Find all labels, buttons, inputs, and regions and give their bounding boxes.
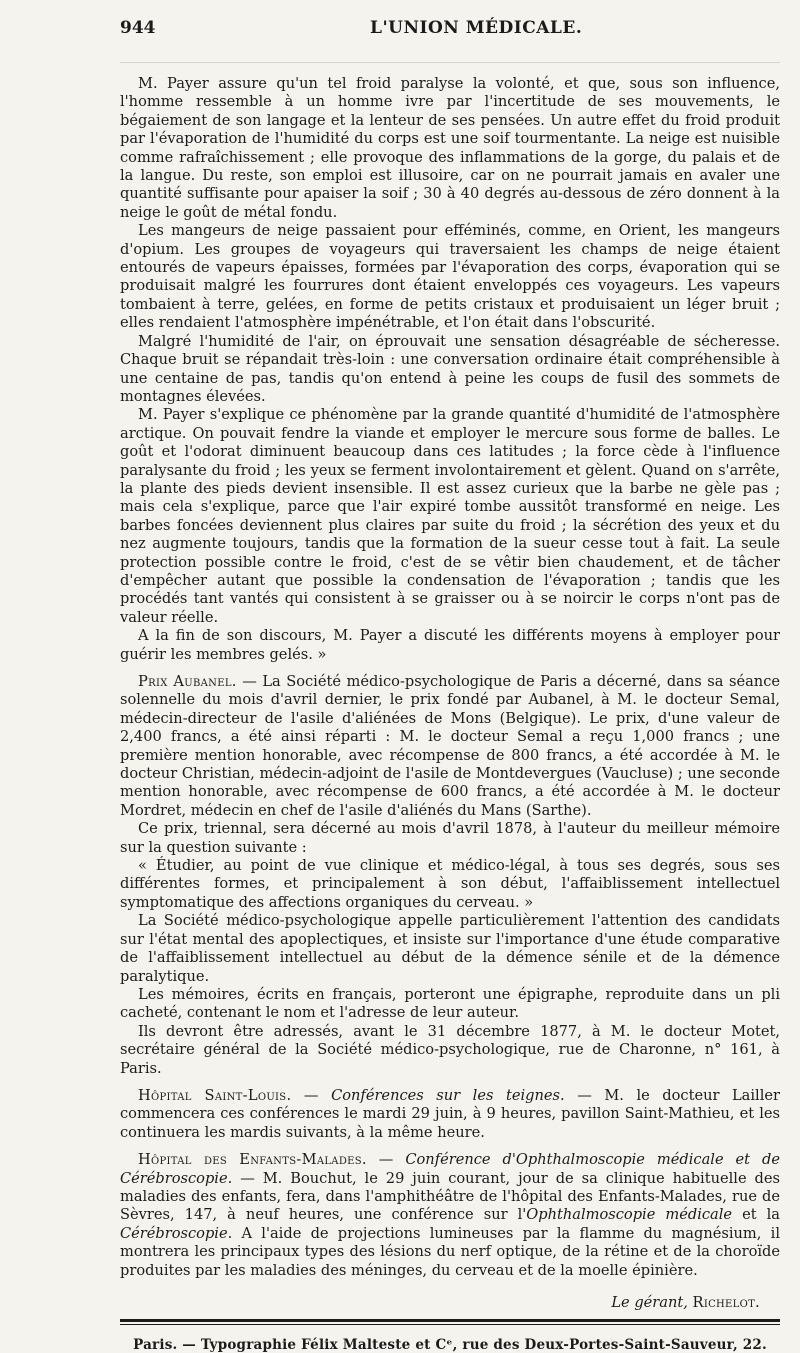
paragraph-text: — La Société médico-psychologique de Paris a décerné, dans sa séance solennelle du mois d'avril dernier, le prix fondé par Aubanel, à M. le docteur Semal, médecin-directeur de l'asile d'aliénées de Mons (Belgique). Le prix, d'une valeur de 2,400 francs, a été ainsi réparti : M. le docteur Semal a reçu 1,000 francs ; une première mention honorable, avec récompense de 800 francs, a été accordée à M. le docteur Christian, médecin-adjoint de l'asile de Montdevergues (Vaucluse) ; une seconde mention honorable, avec récompense de 600 francs, a été accordée à M. le docteur Mordret, médecin en chef de l'asile d'aliénés du Mans (Sarthe). [120, 673, 781, 819]
section-heading: Hôpital des Enfants-Malades. [138, 1151, 367, 1169]
imprint-line: Paris. — Typographie Félix Malteste et Cᵉ, rue des Deux-Portes-Saint-Sauveur, 22. [133, 1337, 767, 1353]
paragraph: Malgré l'humidité de l'air, on éprouvait une sensation désagréable de sécheresse. Chaque bruit se répandait très-loin : une conversation ordinaire était compréhensible à une centaine de pas, tandis qu'on entend à peine les coups de fusil des sommets de montagnes élevées. [120, 332, 780, 405]
emphasis: Cérébroscopie [120, 1224, 228, 1242]
paragraph-text: — M. Bouchut, le 29 juin courant, jour de sa clinique habituelle des maladies des enfants, fera, dans l'amphithéâtre de l'hôpital des Enfants-Malades, rue de Sèvres, 147, à neuf heures, une conférence sur l' [120, 1169, 780, 1224]
running-title: L'UNION MÉDICALE. [370, 18, 583, 38]
signature-name: Richelot. [692, 1294, 760, 1311]
section-hopital-enfants-malades: Hôpital des Enfants-Malades. — Conférence d'Ophthalmoscopie médicale et de Cérébroscopie. — M. Bouchut, le 29 juin courant, jour de sa clinique habituelle des maladies des enfants, fera, dans l'amphithéâtre de l'hôpital des Enfants-Malades, rue de Sèvres, 147, à neuf heures, une conférence sur l'Ophthalmoscopie médicale et la Cérébroscopie. A l'aide de projections lumineuses par la flamme du magnésium, il montrera les principaux types des lésions du nerf optique, de la rétine et de la choroïde produites par les maladies des méninges, du cerveau et de la moelle épinière. [120, 1151, 780, 1279]
paragraph: M. Payer assure qu'un tel froid paralyse la volonté, et que, sous son influence, l'homme ressemble à un homme ivre par l'incertitude de ses mouvements, le bégaiement de son langage et la lenteur de ses pensées. Un autre effet du froid produit par l'évaporation de l'humidité du corps est une soif tourmentante. La neige est nuisible comme rafraîchissement ; elle provoque des inflammations de la gorge, du palais et de la langue. Du reste, son emploi est illusoire, car on ne pourrait jamais en avaler une quantité suffisante pour apaiser la soif ; 30 à 40 degrés au-dessous de zéro donnent à la neige le goût de métal fondu. [120, 75, 780, 221]
signature [120, 1294, 780, 1311]
paragraph: A la fin de son discours, M. Payer a discuté les différents moyens à employer pour guérir les membres gelés. » [120, 627, 780, 663]
section-title: Conférence d'Ophthalmoscopie médicale et de Cérébroscopie. [120, 1151, 780, 1187]
paragraph-text: et la [732, 1206, 780, 1224]
paragraph: « Étudier, au point de vue clinique et médico-légal, à tous ses degrés, sous ses différentes formes, et principalement à son début, l'affaiblissement intellectuel symptomatique des affections organiques du cerveau. » [120, 857, 780, 911]
divider [120, 1319, 780, 1322]
paragraph: Les mémoires, écrits en français, porteront une épigraphe, reproduite dans un pli cacheté, contenant le nom et l'adresse de leur auteur. [120, 985, 780, 1022]
divider [120, 1324, 780, 1325]
paragraph: Ils devront être adressés, avant le 31 décembre 1877, à M. le docteur Motet, secrétaire général de la Société médico-psychologique, rue de Charonne, n° 161, à Paris. [120, 1022, 780, 1077]
paragraph-text: — M. le docteur Lailler commencera ces conférences le mardi 29 juin, à 9 heures, pavillon Saint-Mathieu, et les continuera les mardis suivants, à la même heure. [120, 1086, 780, 1141]
signature-label: Le gérant, [611, 1294, 688, 1311]
article-body [120, 63, 780, 1280]
section-hopital-saint-louis: Hôpital Saint-Louis. — Conférences sur les teignes. — M. le docteur Lailler commencera ces conférences le mardi 29 juin, à 9 heures, pavillon Saint-Mathieu, et les continuera les mardis suivants, à la même heure. [120, 1086, 780, 1141]
emphasis: Ophthalmoscopie médicale [526, 1206, 733, 1224]
page-header [120, 18, 780, 63]
section-title: Conférences sur les teignes. [331, 1086, 565, 1104]
paragraph: Les mangeurs de neige passaient pour efféminés, comme, en Orient, les mangeurs d'opium. Les groupes de voyageurs qui traversaient les champs de neige étaient entourés de vapeurs épaisses, formées par l'évaporation des corps, évaporation qui se produisait malgré les fourrures dont étaient enveloppés ces voyageurs. Les vapeurs tombaient à terre, gelées, en forme de petits cristaux et produisaient un léger bruit ; elles rendaient l'atmosphère impénétrable, et l'on était dans l'obscurité. [120, 222, 780, 332]
section-prix-aubanel [120, 673, 780, 820]
section-heading: Hôpital Saint-Louis. [138, 1086, 292, 1104]
section-heading: Prix Aubanel. [138, 673, 237, 690]
paragraph: La Société médico-psychologique appelle particulièrement l'attention des candidats sur l'état mental des apoplectiques, et insiste sur l'importance d'une étude comparative de l'affaiblissement intellectuel au début de la démence sénile et de la démence paralytique. [120, 912, 780, 985]
paragraph: Ce prix, triennal, sera décerné au mois d'avril 1878, à l'auteur du meilleur mémoire sur la question suivante : [120, 820, 780, 856]
paragraph: M. Payer s'explique ce phénomène par la grande quantité d'humidité de l'atmosphère arctique. On pouvait fendre la viande et employer le mercure sous forme de balles. Le goût et l'odorat diminuent beaucoup dans ces latitudes ; la force cède à l'influence paralysante du froid ; les yeux se ferment involontairement et gèlent. Quand on s'arrête, la plante des pieds devient insensible. Il est assez curieux que la barbe ne gèle pas ; mais cela s'explique, parce que l'air expiré tombe aussitôt transformé en neige. Les barbes foncées deviennent plus claires par suite du froid ; la sécrétion des yeux et du nez augmente toujours, tandis que la formation de la sueur cesse tout à fait. La seule protection possible contre le froid, c'est de se vêtir bien chaudement, et de tâcher d'empêcher autant que possible la condensation de l'évaporation ; tandis que les procédés tant vantés qui consistent à se graisser ou à se noircir le corps n'ont pas de valeur réelle. [120, 406, 780, 626]
page-number: 944 [120, 18, 156, 38]
paragraph-text: . A l'aide de projections lumineuses par la flamme du magnésium, il montrera les principaux types des lésions du nerf optique, de la rétine et de la choroïde produites par les maladies des méninges, du cerveau et de la moelle épinière. [120, 1224, 780, 1279]
